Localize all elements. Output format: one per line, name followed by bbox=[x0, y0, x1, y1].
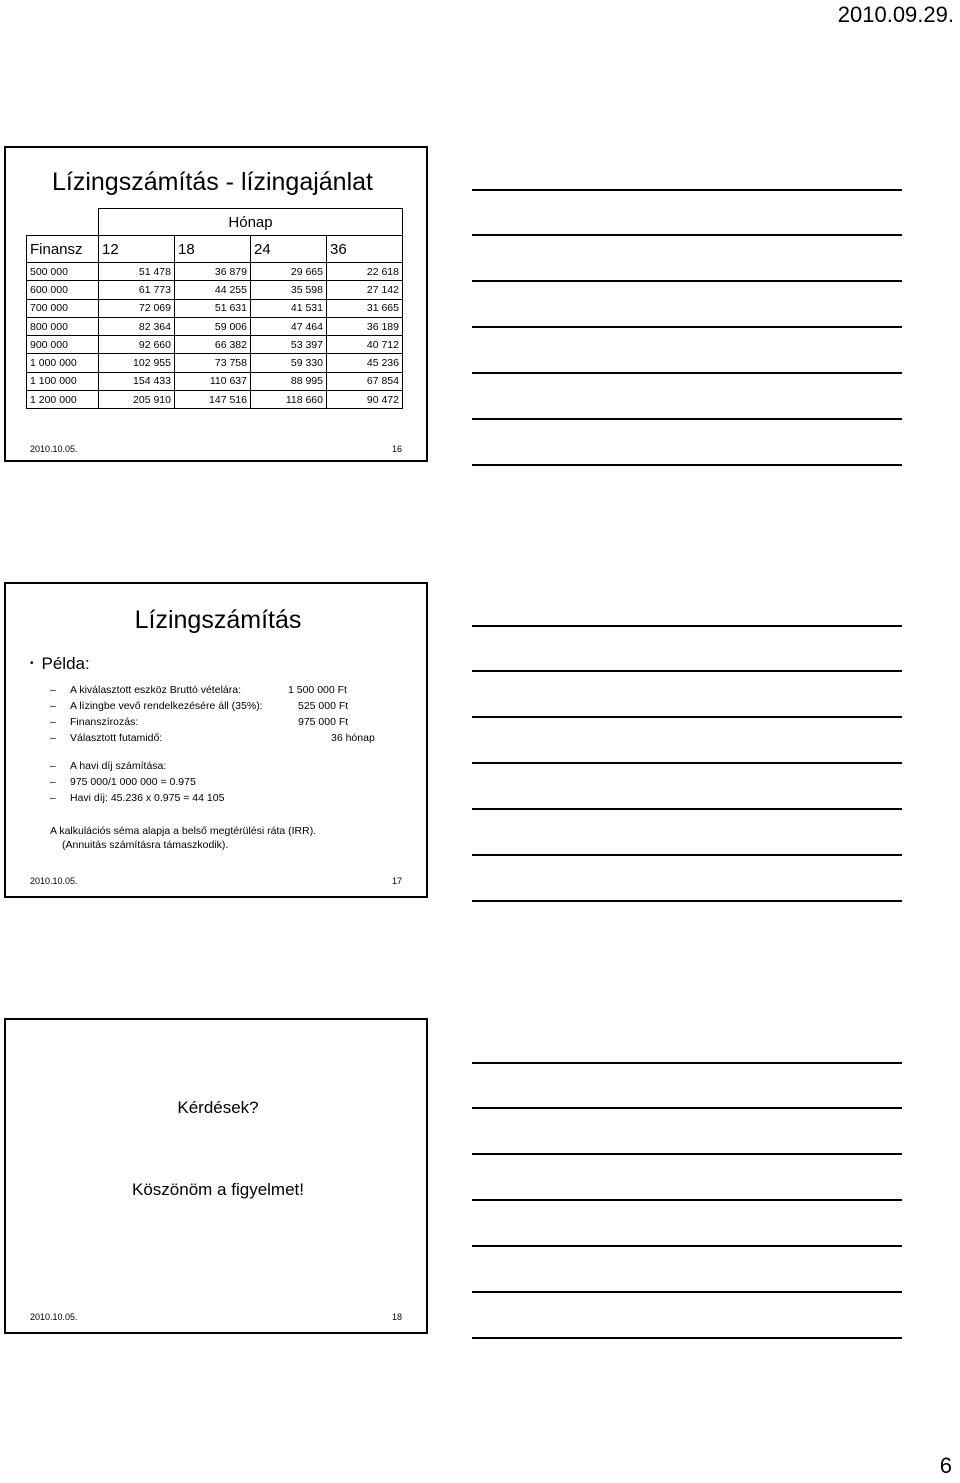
slide-number: 16 bbox=[391, 444, 402, 454]
note-line bbox=[472, 670, 902, 672]
note-line bbox=[472, 1107, 902, 1109]
table-row bbox=[27, 391, 403, 409]
thanks-text: Köszönöm a figyelmet! bbox=[132, 1180, 304, 1199]
table-row bbox=[27, 263, 403, 281]
table-row-header: Finansz bbox=[27, 236, 99, 263]
table-cell: 72 069 bbox=[99, 299, 175, 317]
slide-footer-date: 2010.10.05. bbox=[30, 1312, 78, 1322]
table-row-label: 1 200 000 bbox=[27, 391, 99, 409]
list-item-value: 525 000 Ft bbox=[298, 700, 349, 712]
list-item: – A lízingbe vevő rendelkezésére áll (35%): bbox=[50, 700, 263, 712]
table-group-header: Hónap bbox=[99, 209, 403, 236]
slide-18 bbox=[4, 1018, 428, 1334]
note-line bbox=[472, 280, 902, 282]
table-row bbox=[27, 372, 403, 390]
note-line bbox=[472, 1153, 902, 1155]
table-cell: 90 472 bbox=[327, 391, 403, 409]
table-cell: 53 397 bbox=[251, 336, 327, 354]
table-cell: 88 995 bbox=[251, 372, 327, 390]
header-date: 2010.09.29. bbox=[837, 2, 954, 27]
table-cell: 47 464 bbox=[251, 317, 327, 335]
note-line bbox=[472, 900, 902, 902]
table-cell: 205 910 bbox=[99, 391, 175, 409]
slide-footer-date: 2010.10.05. bbox=[30, 444, 78, 454]
note-line bbox=[472, 464, 902, 466]
table-cell: 51 478 bbox=[99, 263, 175, 281]
table-cell: 40 712 bbox=[327, 336, 403, 354]
table-cell: 73 758 bbox=[175, 354, 251, 372]
note-line bbox=[472, 1062, 902, 1064]
note-line bbox=[472, 716, 902, 718]
note-line bbox=[472, 1337, 902, 1339]
note-line bbox=[472, 625, 902, 627]
list-item-value: 1 500 000 Ft bbox=[288, 684, 347, 696]
list-item: – Választott futamidő: bbox=[50, 732, 163, 744]
table-row-label: 600 000 bbox=[27, 281, 99, 299]
note-line bbox=[472, 1245, 902, 1247]
table-cell: 35 598 bbox=[251, 281, 327, 299]
table-cell: 27 142 bbox=[327, 281, 403, 299]
table-cell: 154 433 bbox=[99, 372, 175, 390]
table-cell: 61 773 bbox=[99, 281, 175, 299]
list-item-value: 36 hónap bbox=[331, 732, 375, 744]
table-cell: 59 006 bbox=[175, 317, 251, 335]
note-line bbox=[472, 234, 902, 236]
note-line bbox=[472, 1199, 902, 1201]
calc-line: – A havi díj számítása: bbox=[50, 760, 167, 772]
calc-line: – Havi díj: 45.236 x 0.975 = 44 105 bbox=[50, 792, 225, 804]
table-row-label: 1 100 000 bbox=[27, 372, 99, 390]
slide-title: Lízingszámítás bbox=[134, 606, 302, 634]
note-line bbox=[472, 326, 902, 328]
table-row-label: 900 000 bbox=[27, 336, 99, 354]
table-cell: 118 660 bbox=[251, 391, 327, 409]
table-cell: 41 531 bbox=[251, 299, 327, 317]
list-item: – A kiválasztott eszköz Bruttó vételára: bbox=[50, 684, 241, 696]
table-header-row bbox=[27, 236, 403, 263]
page-number: 6 bbox=[939, 1453, 952, 1478]
table-row bbox=[27, 354, 403, 372]
table-column-header: 24 bbox=[251, 236, 327, 263]
questions-text: Kérdések? bbox=[177, 1098, 259, 1117]
table-cell: 51 631 bbox=[175, 299, 251, 317]
table-row bbox=[27, 336, 403, 354]
table-cell: 36 189 bbox=[327, 317, 403, 335]
note-text: A kalkulációs séma alapja a belső megtérülési ráta (IRR). (Annuitás számításra támaszkodik). bbox=[50, 825, 317, 851]
table-row-label: 500 000 bbox=[27, 263, 99, 281]
lease-table bbox=[26, 208, 403, 409]
table-row-label: 700 000 bbox=[27, 299, 99, 317]
slide-footer-date: 2010.10.05. bbox=[30, 876, 78, 886]
bullet-icon: • bbox=[30, 658, 34, 669]
note-line bbox=[472, 189, 902, 191]
calc-line: – 975 000/1 000 000 = 0.975 bbox=[50, 776, 196, 788]
table-row bbox=[27, 281, 403, 299]
note-line bbox=[472, 854, 902, 856]
bullet-example: • Példa: bbox=[30, 654, 90, 673]
slide-title: Lízingszámítás - lízingajánlat bbox=[52, 168, 373, 196]
table-cell: 31 665 bbox=[327, 299, 403, 317]
table-cell: 102 955 bbox=[99, 354, 175, 372]
slide-number: 18 bbox=[391, 1312, 402, 1322]
table-cell: 22 618 bbox=[327, 263, 403, 281]
note-line bbox=[472, 1291, 902, 1293]
table-group-header-row bbox=[27, 209, 403, 236]
table-cell: 36 879 bbox=[175, 263, 251, 281]
table-cell: 66 382 bbox=[175, 336, 251, 354]
table-cell: 59 330 bbox=[251, 354, 327, 372]
table-cell: 110 637 bbox=[175, 372, 251, 390]
table-column-header: 18 bbox=[175, 236, 251, 263]
note-line bbox=[472, 372, 902, 374]
table-cell: 92 660 bbox=[99, 336, 175, 354]
table-row bbox=[27, 299, 403, 317]
table-row-label: 1 000 000 bbox=[27, 354, 99, 372]
slide-number: 17 bbox=[391, 876, 402, 886]
slide-16 bbox=[4, 146, 428, 462]
table-row bbox=[27, 317, 403, 335]
table-cell: 45 236 bbox=[327, 354, 403, 372]
table-row-label: 800 000 bbox=[27, 317, 99, 335]
table-column-header: 12 bbox=[99, 236, 175, 263]
table-cell: 44 255 bbox=[175, 281, 251, 299]
note-line bbox=[472, 418, 902, 420]
list-item: – Finanszírozás: bbox=[50, 716, 139, 728]
table-cell: 29 665 bbox=[251, 263, 327, 281]
list-item-value: 975 000 Ft bbox=[298, 716, 349, 728]
table-column-header: 36 bbox=[327, 236, 403, 263]
table-cell: 67 854 bbox=[327, 372, 403, 390]
note-line bbox=[472, 808, 902, 810]
note-line bbox=[472, 762, 902, 764]
table-cell: 147 516 bbox=[175, 391, 251, 409]
table-cell: 82 364 bbox=[99, 317, 175, 335]
slide-17 bbox=[4, 582, 428, 898]
